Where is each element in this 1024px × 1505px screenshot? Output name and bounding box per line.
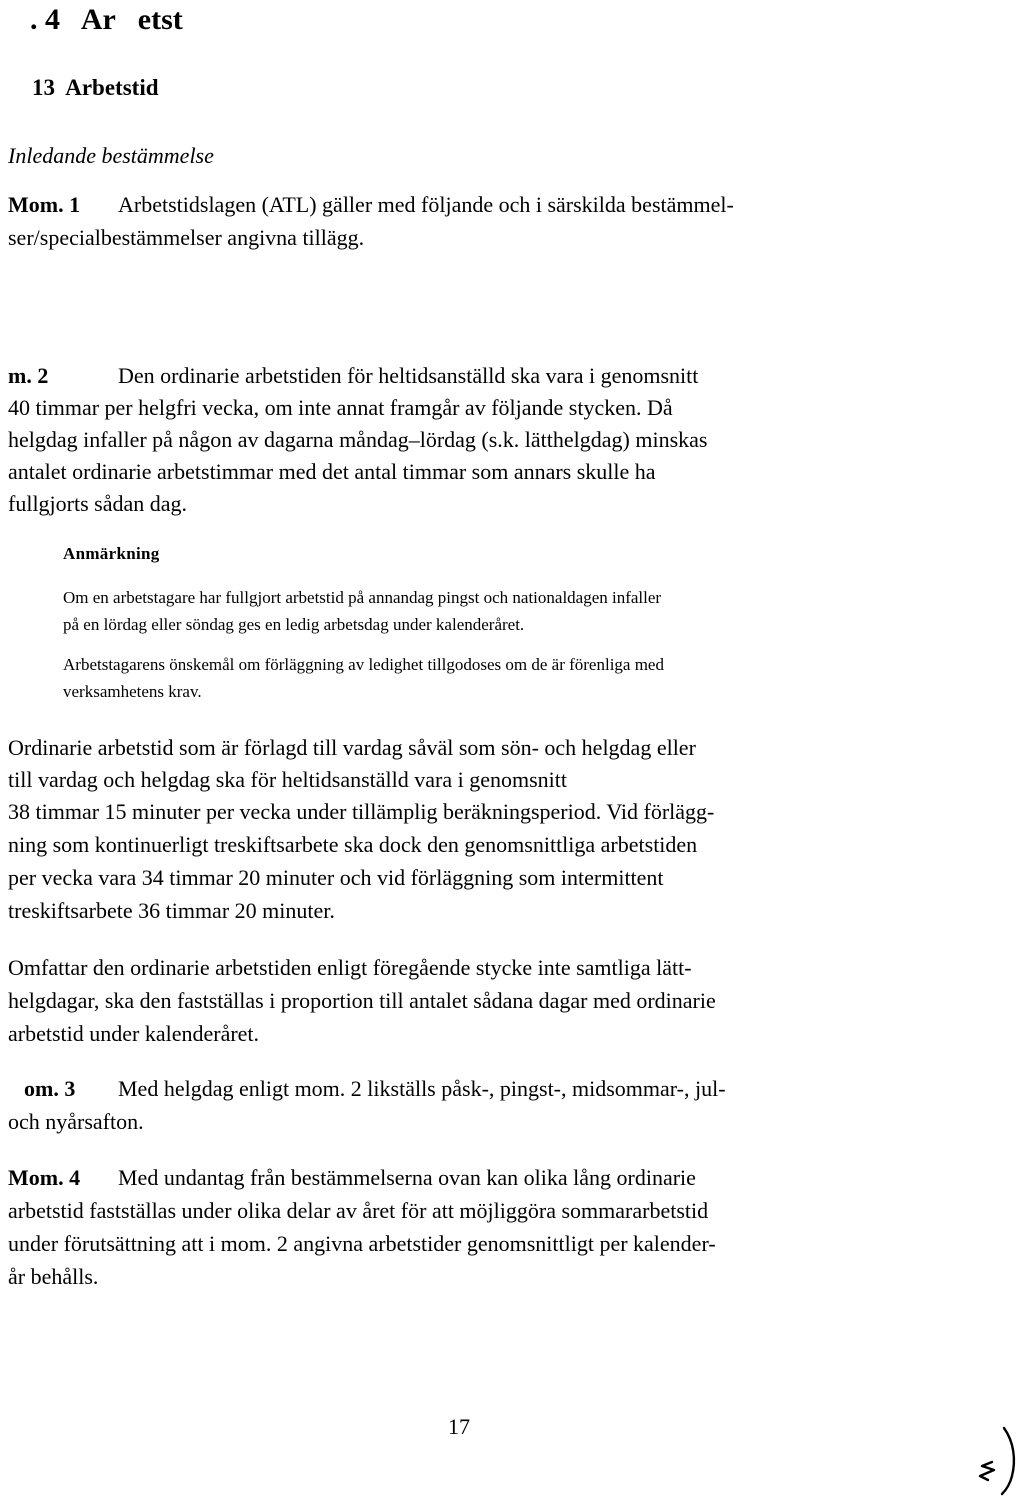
remark-p1-line-1: Om en arbetstagare har fullgjort arbetstid på annandag pingst och nationaldagen infaller (63, 588, 662, 607)
mom-4-line-1: Mom. 4 Med undantag från bestämmelserna ovan kan olika lång ordinarie (8, 1165, 696, 1190)
mom-3-line-2: och nyårsafton. (8, 1109, 144, 1134)
section-title: 13 Arbetstid (32, 75, 159, 100)
chapter-heading: . 4 Ar etst (30, 3, 183, 36)
paragraph-a-line-5: per vecka vara 34 timmar 20 minuter och vid förläggning som intermittent (8, 865, 664, 890)
mom-2-line-3: helgdag infaller på någon av dagarna måndag–lördag (s.k. lätthelgdag) minskas (8, 427, 708, 452)
paragraph-a-line-1: Ordinarie arbetstid som är förlagd till vardag såväl som sön- och helgdag eller (8, 735, 696, 760)
mom-4-line-4: år behålls. (8, 1264, 99, 1289)
remark-heading: Anmärkning (63, 544, 160, 563)
paragraph-b-line-3: arbetstid under kalenderåret. (8, 1021, 260, 1046)
mom-1-line-2: ser/specialbestämmelser angivna tillägg. (8, 225, 365, 250)
remark-p2-line-1: Arbetstagarens önskemål om förläggning av ledighet tillgodoses om de är förenliga med (63, 655, 664, 674)
paragraph-b-line-2: helgdagar, ska den fastställas i proportion till antalet sådana dagar med ordinarie (8, 988, 716, 1013)
mom-4-line-3: under förutsättning att i mom. 2 angivna arbetstider genomsnittligt per kalender- (8, 1231, 716, 1256)
mom-1-label: Mom. 1 (8, 192, 81, 217)
mom-2-line-1: m. 2 Den ordinarie arbetstiden för heltidsanställd ska vara i genomsnitt (8, 363, 699, 388)
remark-p1-line-2: på en lördag eller söndag ges en ledig arbetsdag under kalenderåret. (63, 615, 525, 634)
mom-2-line-2: 40 timmar per helgfri vecka, om inte annat framgår av följande stycken. Då (8, 395, 673, 420)
paragraph-a-line-4: ning som kontinuerligt treskiftsarbete ska dock den genomsnittliga arbetstiden (8, 832, 698, 857)
mom-4-label: Mom. 4 (8, 1165, 81, 1190)
remark-p2-line-2: verksamhetens krav. (63, 682, 202, 701)
paragraph-a-line-3: 38 timmar 15 minuter per vecka under tillämplig beräkningsperiod. Vid förlägg- (8, 799, 715, 824)
paragraph-a-line-6: treskiftsarbete 36 timmar 20 minuter. (8, 898, 335, 923)
mom-2-label: m. 2 (8, 363, 49, 388)
mom-2-line-5: fullgjorts sådan dag. (8, 491, 188, 516)
paragraph-b-line-1: Omfattar den ordinarie arbetstiden enligt föregående stycke inte samtliga lätt- (8, 955, 692, 980)
mom-3-label: om. 3 (24, 1076, 76, 1101)
paragraph-a-line-2: till vardag och helgdag ska för heltidsanställd vara i genomsnitt (8, 767, 568, 792)
mom-4-line-2: arbetstid fastställas under olika delar av året för att möjliggöra sommararbetstid (8, 1198, 709, 1223)
mom-3-line-1: om. 3 Med helgdag enligt mom. 2 likställs påsk-, pingst-, midsommar-, jul- (24, 1076, 726, 1101)
handwritten-initials-mark (968, 1420, 1020, 1498)
subheading: Inledande bestämmelse (8, 143, 214, 168)
mom-2-line-4: antalet ordinarie arbetstimmar med det antal timmar som annars skulle ha (8, 459, 656, 484)
page-number: 17 (448, 1414, 470, 1439)
mom-1-line-1: Mom. 1 Arbetstidslagen (ATL) gäller med följande och i särskilda bestämmel- (8, 192, 734, 217)
